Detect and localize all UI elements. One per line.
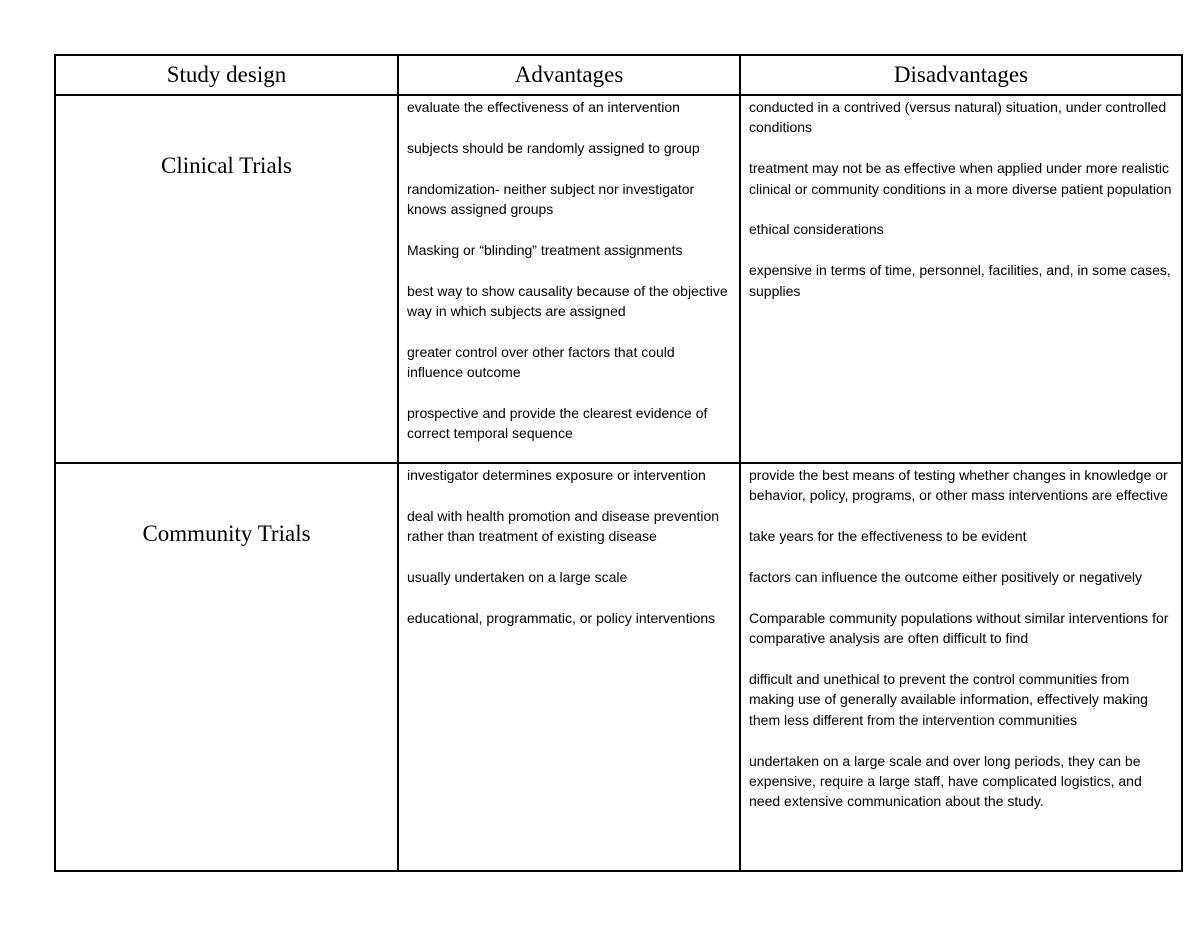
list-item: conducted in a contrived (versus natural) situation, under controlled conditions <box>749 99 1167 136</box>
design-cell <box>55 463 398 871</box>
list-item: randomization- neither subject nor investigator knows assigned groups <box>407 180 695 217</box>
header-disadvantages: Disadvantages <box>740 55 1182 95</box>
header-row <box>55 55 1182 95</box>
list-item: take years for the effectiveness to be evident <box>749 528 1027 545</box>
list-item: deal with health promotion and disease prevention rather than treatment of existing disease <box>407 507 720 545</box>
design-cell <box>55 95 398 463</box>
list-item: treatment may not be as effective when applied under more realistic clinical or community conditions in a more diverse patient population <box>749 160 1172 197</box>
advantages-cell <box>398 463 740 871</box>
study-design-name: Community Trials <box>142 521 311 546</box>
list-item: investigator determines exposure or intervention <box>407 467 706 483</box>
list-item: factors can influence the outcome either positively or negatively <box>749 569 1142 585</box>
list-item: ethical considerations <box>749 221 884 238</box>
list-item: subjects should be randomly assigned to group <box>407 139 700 156</box>
list-item: difficult and unethical to prevent the control communities from making use of generally available information, effectively making them less different from the intervention communities <box>749 671 1148 728</box>
disadvantages-list <box>741 464 1181 812</box>
study-design-table <box>54 54 1183 872</box>
list-item: best way to show causality because of the objective way in which subjects are assigned <box>407 282 728 319</box>
list-item: undertaken on a large scale and over long periods, they can be expensive, require a large staff, have complicated logistics, and need extensive communication about the study. <box>749 752 1142 810</box>
advantages-cell <box>398 95 740 463</box>
table-row-community-trials <box>55 463 1182 871</box>
study-design-name: Clinical Trials <box>161 153 292 178</box>
list-item: greater control over other factors that could influence outcome <box>407 343 675 381</box>
list-item: Masking or “blinding” treatment assignments <box>407 241 683 258</box>
header-advantages: Advantages <box>398 55 740 95</box>
advantages-list <box>399 464 739 628</box>
disadvantages-cell <box>740 463 1182 871</box>
list-item: educational, programmatic, or policy interventions <box>407 609 716 626</box>
list-item: usually undertaken on a large scale <box>407 569 628 585</box>
disadvantages-list <box>741 96 1181 301</box>
list-item: Comparable community populations without similar interventions for comparative analysis are often difficult to find <box>749 609 1169 647</box>
list-item: prospective and provide the clearest evidence of correct temporal sequence <box>407 405 708 442</box>
list-item: expensive in terms of time, personnel, facilities, and, in some cases, supplies <box>749 262 1171 299</box>
list-item: provide the best means of testing whether changes in knowledge or behavior, policy, programs, or other mass interventions are effective <box>749 467 1168 504</box>
advantages-list <box>399 96 739 444</box>
table-row-clinical-trials <box>55 95 1182 463</box>
list-item: evaluate the effectiveness of an intervention <box>407 99 680 115</box>
disadvantages-cell <box>740 95 1182 463</box>
header-study-design: Study design <box>55 55 398 95</box>
